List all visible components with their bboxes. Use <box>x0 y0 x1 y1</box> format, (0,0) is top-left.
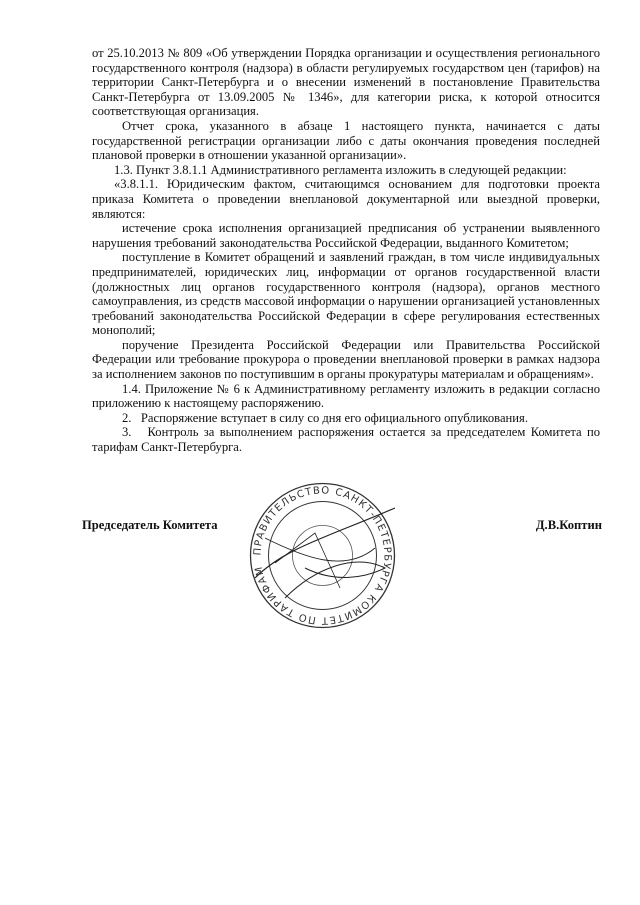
paragraph-basis-appeals: поступление в Комитет обращений и заявлений граждан, в том числе индивидуальных предпринимателей, юридических лиц, информации от органов государственной власти (должностных лиц органов государственного контроля (надзора), органов местного самоуправления, из средств массовой информации о нарушении организацией установленных требований законодательства Российской Федерации в сфере регулирования естественных монополий; <box>92 250 600 338</box>
signatory-title: Председатель Комитета <box>82 518 218 532</box>
signatory-name: Д.В.Коптин <box>535 518 602 532</box>
paragraph-item-3: 3. Контроль за выполнением распоряжения остается за председателем Комитета по тарифам Санкт-Петербурга. <box>92 425 600 455</box>
document-body <box>92 46 600 455</box>
paragraph-basis-order: поручение Президента Российской Федерации или Правительства Российской Федерации или требование прокурора о проведении внеплановой проверки в рамках надзора за исполнением законов по поступившим в органы прокуратуры материалам и обращениям». <box>92 337 600 382</box>
seal-text: ПРАВИТЕЛЬСТВО САНКТ-ПЕТЕРБУРГА КОМИТЕТ ПО ТАРИФАМ <box>252 485 393 626</box>
paragraph-continuation: от 25.10.2013 № 809 «Об утверждении Порядка организации и осуществления регионального государственного контроля (надзора) в области регулируемых государством цен (тарифов) на территории Санкт-Петербурга и о внесении изменений в постановление Правительства Санкт-Петербурга от 13.09.2005 № 1346», для категории риска, к которой относится соответствующая организация. <box>92 46 600 119</box>
paragraph-basis-deadline: истечение срока исполнения организацией предписания об устранении выявленного нарушения требований законодательства Российской Федерации, выданного Комитетом; <box>92 221 600 250</box>
paragraph-item-1-3: 1.3. Пункт 3.8.1.1 Административного регламента изложить в следующей редакции: <box>114 162 567 177</box>
paragraph-term-start: Отчет срока, указанного в абзаце 1 настоящего пункта, начинается с даты государственной регистрации организации либо с даты окончания проведения последней плановой проверки в отношении указанной организации». <box>92 118 600 163</box>
paragraph-item-1-4: 1.4. Приложение № 6 к Административному регламенту изложить в редакции согласно приложению к настоящему распоряжению. <box>92 381 600 411</box>
paragraph-item-2: 2. Распоряжение вступает в силу со дня его официального опубликования. <box>122 410 528 425</box>
svg-text:ПРАВИТЕЛЬСТВО САНКТ-ПЕТЕРБУРГА <box>252 485 392 625</box>
paragraph-3-8-1-1: «3.8.1.1. Юридическим фактом, считающимся основанием для подготовки проекта приказа Комитета о проведении внеплановой документарной или выездной проверки, являются: <box>92 177 600 221</box>
official-seal <box>245 478 400 633</box>
